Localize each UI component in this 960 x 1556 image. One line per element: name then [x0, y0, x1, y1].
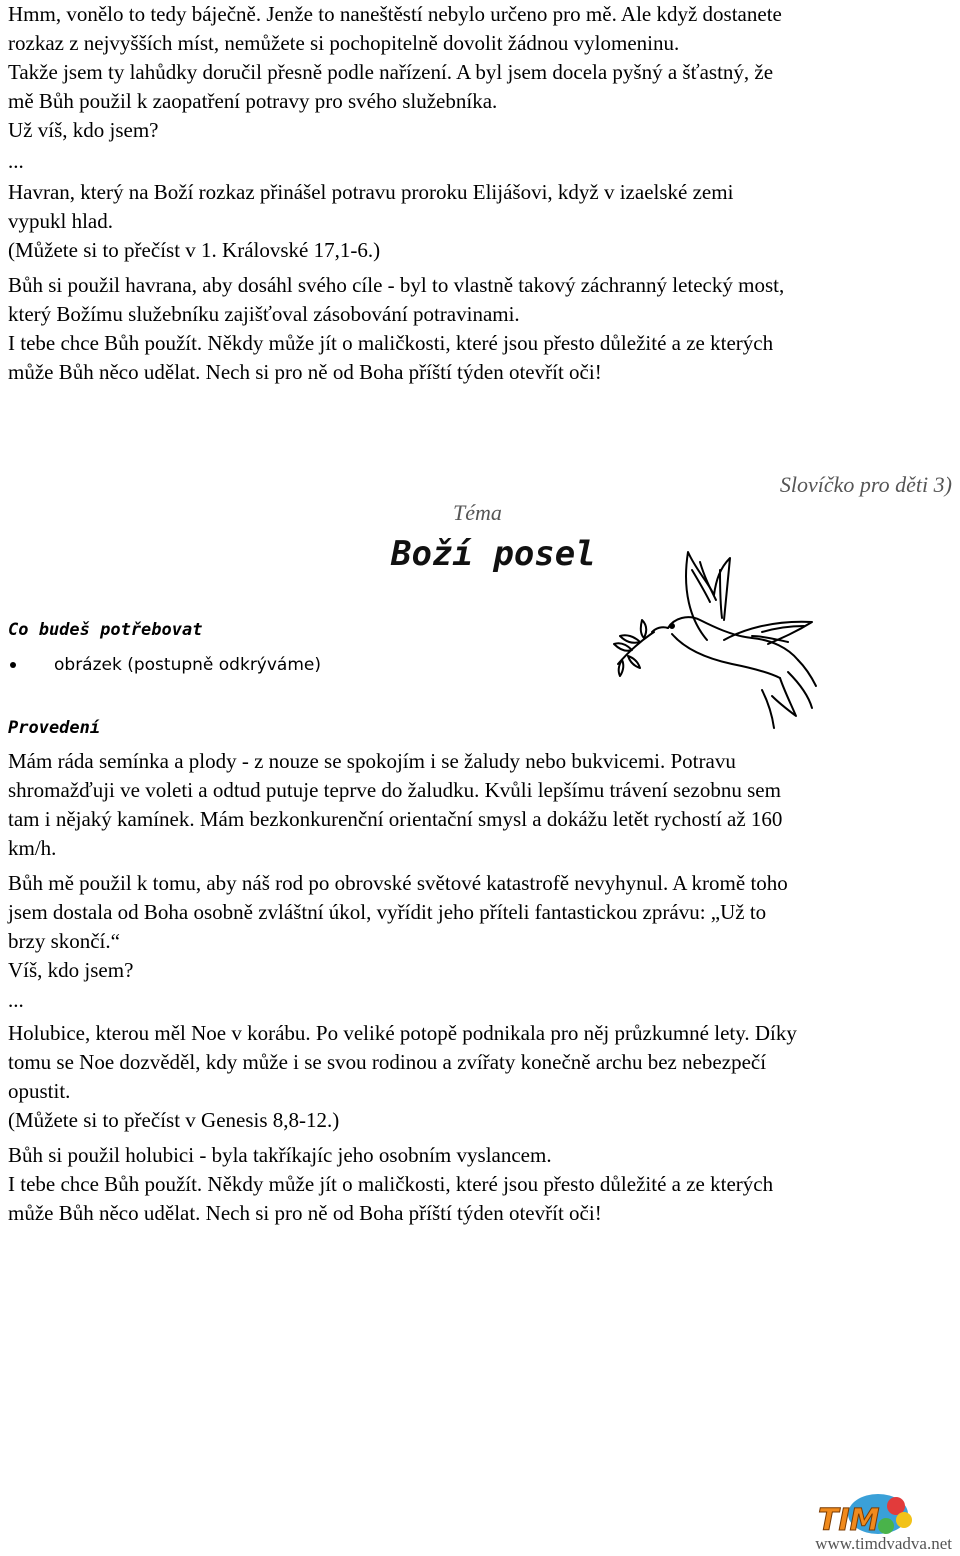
section-heading-needs: Co budeš potřebovat — [8, 620, 203, 640]
text-line: Mám ráda semínka a plody - z nouze se spokojím i se žaludy nebo bukvicemi. Potravu — [8, 749, 736, 773]
text-line: vypukl hlad. — [8, 209, 113, 233]
text-line: I tebe chce Bůh použít. Někdy může jít o maličkosti, které jsou přesto důležité a ze kterých — [8, 1172, 774, 1196]
text-line: Takže jsem ty lahůdky doručil přesně podle nařízení. A byl jsem docela pyšný a šťastný, že — [8, 60, 774, 84]
text-line: ... — [8, 988, 24, 1012]
list-item — [8, 651, 321, 680]
website-link[interactable]: www.timdvadva.net — [815, 1534, 952, 1553]
text-line: který Božímu služebníku zajišťoval zásobování potravinami. — [8, 302, 520, 326]
section-heading-procedure: Provedení — [8, 718, 101, 738]
dove-icon — [612, 540, 822, 735]
text-line: Havran, který na Boží rozkaz přinášel potravu proroku Elijášovi, když v izaelské zemi — [8, 180, 734, 204]
text-line: (Můžete si to přečíst v 1. Královské 17,1-6.) — [8, 238, 381, 262]
logo-text: TIM — [818, 1503, 880, 1538]
series-label: Slovíčko pro děti 3) — [779, 472, 952, 497]
text-line: shromažďuji ve voleti a odtud putuje teprve do žaludku. Kvůli lepšímu trávení sezobnu sem — [8, 778, 781, 802]
text-line: jsem dostala od Boha osobně zvláštní úkol, vyřídit jeho příteli fantastickou zprávu: „Už to — [8, 900, 767, 924]
logo — [816, 1492, 916, 1540]
text-line: (Můžete si to přečíst v Genesis 8,8-12.) — [8, 1108, 340, 1132]
text-line: mě Bůh použil k zaopatření potravy pro svého služebníka. — [8, 89, 498, 113]
text-line: opustit. — [8, 1079, 71, 1103]
page-title: Boží posel — [391, 534, 596, 574]
list-item-label: obrázek (postupně odkrýváme) — [54, 655, 321, 675]
text-line: může Bůh něco udělat. Nech si pro ně od Boha příští týden otevřít oči! — [8, 1201, 602, 1225]
text-line: může Bůh něco udělat. Nech si pro ně od Boha příští týden otevřít oči! — [8, 360, 602, 384]
text-line: Bůh si použil holubici - byla takříkajíc jeho osobním vyslancem. — [8, 1143, 552, 1167]
bullet-icon — [10, 662, 16, 668]
text-line: Bůh mě použil k tomu, aby náš rod po obrovské světové katastrofě nevyhynul. A kromě toho — [8, 871, 788, 895]
theme-label: Téma — [453, 500, 502, 525]
text-line: brzy skončí.“ — [8, 929, 120, 953]
text-line: Holubice, kterou měl Noe v korábu. Po veliké potopě podnikala pro něj průzkumné lety. Díky — [8, 1021, 797, 1045]
text-line: Víš, kdo jsem? — [8, 958, 134, 982]
text-line: Hmm, vonělo to tedy báječně. Jenže to naneštěstí nebylo určeno pro mě. Ale když dostanete — [8, 2, 782, 26]
text-line: ... — [8, 149, 24, 173]
text-line: tam i nějaký kamínek. Mám bezkonkurenční orientační smysl a dokážu letět rychostí až 160 — [8, 807, 783, 831]
text-line: Bůh si použil havrana, aby dosáhl svého cíle - byl to vlastně takový záchranný letecký most, — [8, 273, 785, 297]
text-line: rozkaz z nejvyšších míst, nemůžete si pochopitelně dovolit žádnou vylomeninu. — [8, 31, 680, 55]
text-line: I tebe chce Bůh použít. Někdy může jít o maličkosti, které jsou přesto důležité a ze kterých — [8, 331, 774, 355]
text-line: Už víš, kdo jsem? — [8, 118, 159, 142]
text-line: km/h. — [8, 836, 57, 860]
text-line: tomu se Noe dozvěděl, kdy může i se svou rodinou a zvířaty konečně archu bez nebezpečí — [8, 1050, 767, 1074]
